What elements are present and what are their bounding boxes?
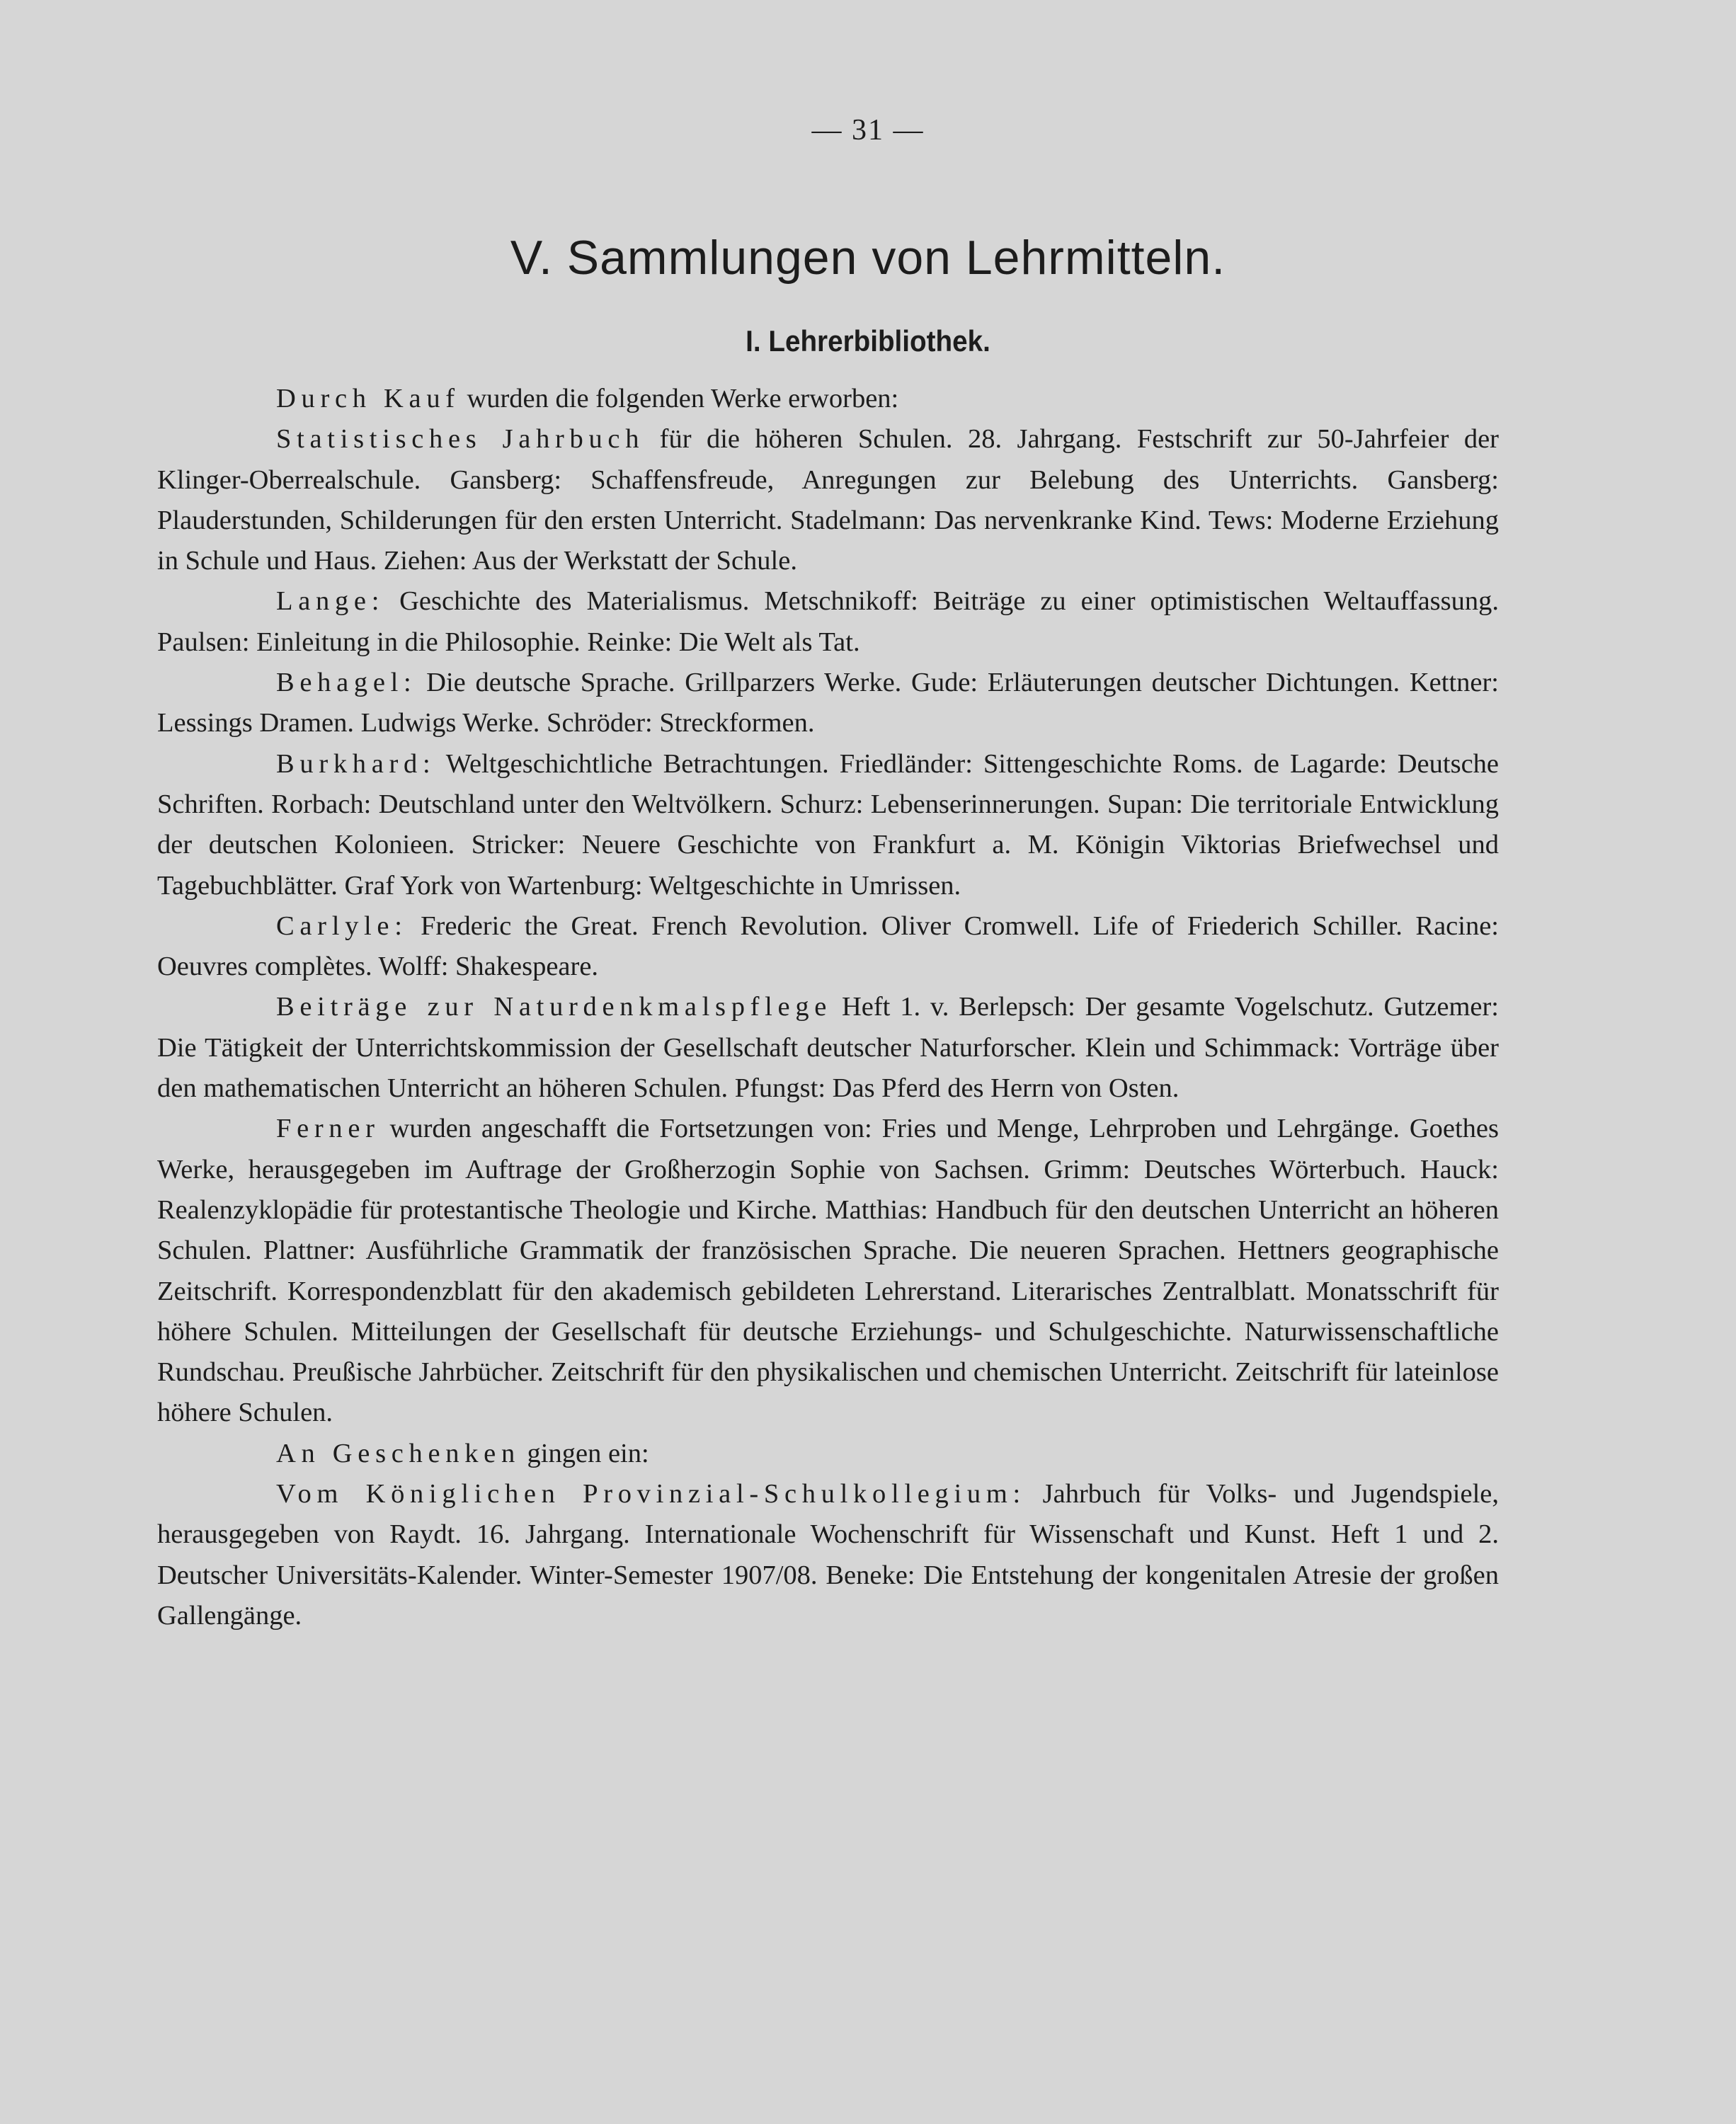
paragraph-lead: Beiträge zur Naturdenkmalspflege	[276, 992, 833, 1022]
paragraph	[157, 1109, 1499, 1433]
paragraph-text: wurden angeschafft die Fortsetzungen von: Fries und Menge, Lehrproben und Lehrgänge. Goethes Werke, herausgegeben im Auftrage der Großherzogin Sophie von Sachsen. Grimm: Deutsches Wörterbuch. Hauck: Realenzyklopädie für protestantische Theologie und Kirche. Matthias: Handbuch für den deutschen Unterricht an höheren Schulen. Plattner: Ausführliche Grammatik der französischen Sprache. Die neueren Sprachen. Hettners geographische Zeitschrift. Korrespondenzblatt für den akademisch gebildeten Lehrerstand. Literarisches Zentralblatt. Monatsschrift für höhere Schulen. Mitteilungen der Gesellschaft für deutsche Erziehungs- und Schulgeschichte. Naturwissenschaftliche Rundschau. Preußische Jahrbücher. Zeitschrift für den physikalischen und chemischen Unterricht. Zeitschrift für lateinlose höhere Schulen.	[157, 1114, 1499, 1428]
page-number: — 31 —	[811, 114, 925, 147]
body-text	[157, 379, 1499, 1636]
paragraph-text: Jahrbuch für Volks- und Jugendspiele, herausgegeben von Raydt. 16. Jahrgang. Internationale Wochenschrift für Wissenschaft und Kunst. Heft 1 und 2. Deutscher Universitäts-Kalender. Winter-Semester 1907/08. Beneke: Die Entstehung der kongenitalen Atresie der großen Gallengänge.	[157, 1479, 1500, 1631]
paragraph	[157, 1434, 1499, 1474]
paragraph-lead: Burkhard:	[276, 748, 436, 779]
paragraph	[157, 663, 1499, 744]
paragraph	[157, 1474, 1499, 1636]
paragraph-text: wurden die folgenden Werke erworben:	[459, 384, 899, 413]
paragraph-text: Heft 1. v. Berlepsch: Der gesamte Vogelschutz. Gutzemer: Die Tätigkeit der Unterrichtskommission der Gesellschaft deutscher Naturforscher. Klein und Schimmack: Vorträge über den mathematischen Unterricht an höheren Schulen. Pfungst: Das Pferd des Herrn von Osten.	[157, 992, 1499, 1104]
paragraph-lead: Lange:	[276, 586, 385, 617]
paragraph-text: für die höheren Schulen. 28. Jahrgang. Festschrift zur 50-Jahrfeier der Klinger-Oberrealschule. Gansberg: Schaffensfreude, Anregungen zur Belebung des Unterrichts. Gansberg: Plauderstunden, Schilderungen für den ersten Unterricht. Stadelmann: Das nervenkranke Kind. Tews: Moderne Erziehung in Schule und Haus. Ziehen: Aus der Werkstatt der Schule.	[157, 424, 1499, 576]
chapter-title: V. Sammlungen von Lehrmitteln.	[510, 231, 1226, 285]
paragraph	[157, 906, 1499, 988]
paragraph	[157, 581, 1499, 663]
paragraph-lead: Ferner	[276, 1114, 380, 1144]
paragraph	[157, 744, 1499, 906]
paragraph	[157, 987, 1499, 1109]
paragraph-lead: Vom Königlichen Provinzial-Schulkollegium:	[276, 1479, 1026, 1509]
paragraph-lead: Carlyle:	[276, 910, 408, 941]
section-title: I. Lehrerbibliothek.	[746, 324, 990, 358]
paragraph-text: Die deutsche Sprache. Grillparzers Werke. Gude: Erläuterungen deutscher Dichtungen. Kettner: Lessings Dramen. Ludwigs Werke. Schröder: Streckformen.	[157, 668, 1499, 738]
paragraph-lead: Statistisches Jahrbuch	[276, 424, 645, 455]
paragraph	[157, 419, 1499, 581]
paragraph-text: Geschichte des Materialismus. Metschnikoff: Beiträge zu einer optimistischen Weltauffassung. Paulsen: Einleitung in die Philosophie. Reinke: Die Welt als Tat.	[157, 586, 1499, 657]
paragraph	[157, 379, 1499, 419]
paragraph-lead: Durch Kauf	[276, 384, 460, 413]
paragraph-text: gingen ein:	[520, 1438, 649, 1468]
paragraph-text: Weltgeschichtliche Betrachtungen. Friedländer: Sittengeschichte Roms. de Lagarde: Deutsche Schriften. Rorbach: Deutschland unter den Weltvölkern. Schurz: Lebenserinnerungen. Supan: Die territoriale Entwicklung der deutschen Kolonieen. Stricker: Neuere Geschichte von Frankfurt a. M. Königin Viktorias Briefwechsel und Tagebuchblätter. Graf York von Wartenburg: Weltgeschichte in Umrissen.	[157, 748, 1499, 901]
paragraph-lead: Behagel:	[276, 668, 417, 698]
paragraph-lead: An Geschenken	[276, 1438, 520, 1468]
paragraph-text: Frederic the Great. French Revolution. Oliver Cromwell. Life of Friederich Schiller. Racine: Oeuvres complètes. Wolff: Shakespeare.	[157, 910, 1499, 982]
